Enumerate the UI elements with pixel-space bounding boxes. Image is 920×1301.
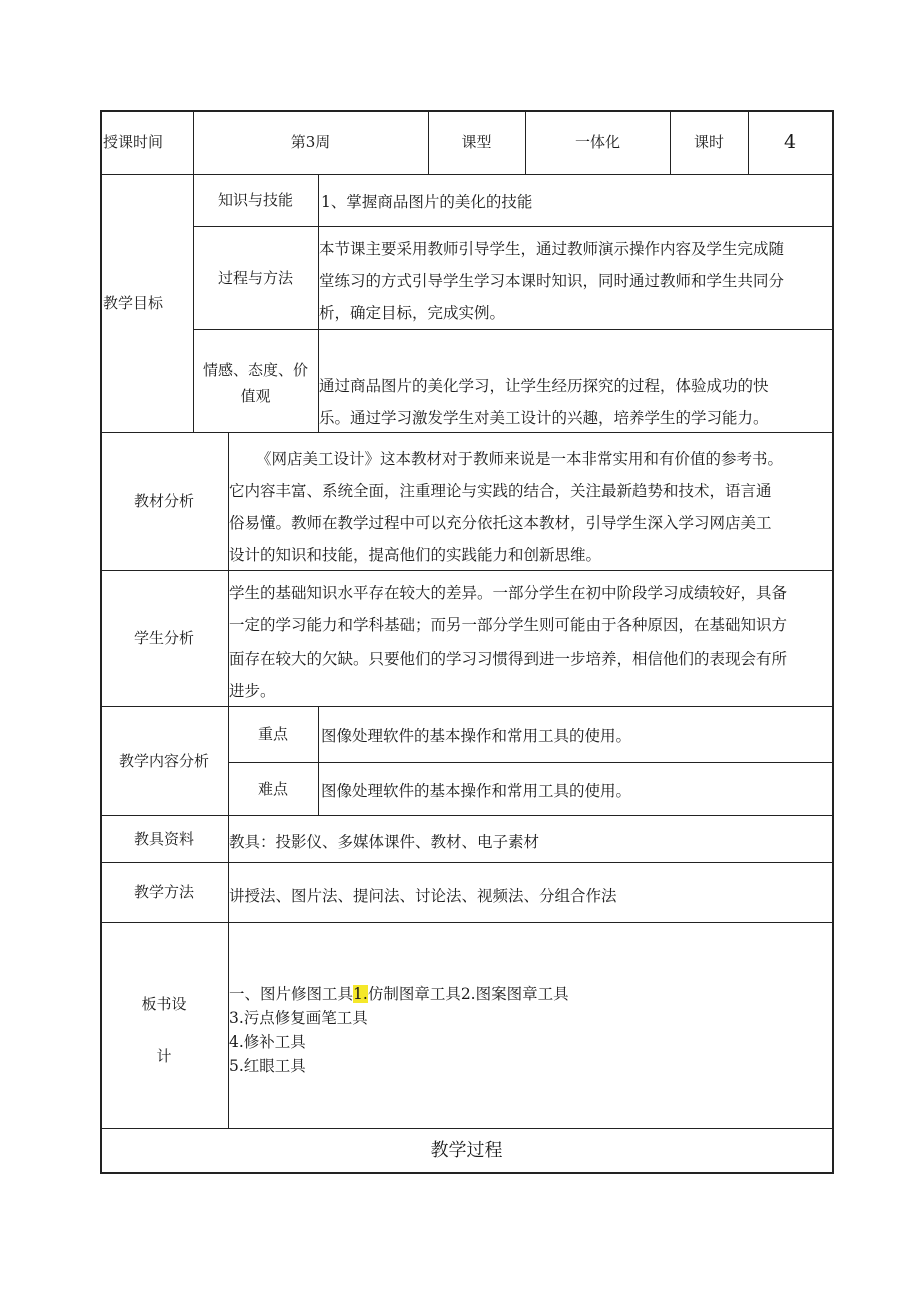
process-methods-line: 堂练习的方式引导学生学习本课时知识，同时通过教师和学生共同分 — [319, 272, 785, 290]
board-line-1 — [229, 982, 569, 1004]
label-class-type: 课型 — [461, 133, 492, 151]
methods-label: 教学方法 — [133, 883, 194, 901]
attitude-values-label — [193, 329, 318, 432]
board-design-label-line2: 计 — [156, 1047, 172, 1065]
materials-value: 教具：投影仪、多媒体课件、教材、电子素材 — [229, 833, 540, 851]
difficult-points-value: 图像处理软件的基本操作和常用工具的使用。 — [321, 782, 632, 800]
textbook-analysis-line: 它内容丰富、系统全面，注重理论与实践的结合，关注最新趋势和技术，语言通 — [229, 482, 772, 500]
textbook-analysis-line: 设计的知识和技能，提高他们的实践能力和创新思维。 — [229, 546, 602, 564]
board-line-4: 5.红眼工具 — [229, 1057, 306, 1075]
highlighted-number: 1. — [353, 985, 368, 1003]
board-line-2: 3.污点修复画笔工具 — [229, 1009, 368, 1027]
knowledge-skills-label: 知识与技能 — [217, 191, 293, 209]
knowledge-skills-content: 1、掌握商品图片的美化的技能 — [321, 193, 533, 211]
textbook-analysis-line: 《网店美工设计》这本教材对于教师来说是一本非常实用和有价值的参考书。 — [256, 450, 784, 468]
board-design-label-line1: 板书设 — [141, 995, 187, 1013]
key-points-value: 图像处理软件的基本操作和常用工具的使用。 — [321, 727, 632, 745]
objectives-label: 教学目标 — [103, 294, 164, 312]
week-value: 第3周 — [290, 133, 331, 151]
label-class-time: 授课时间 — [103, 133, 164, 151]
class-hours-value: 4 — [783, 130, 797, 153]
col-divider — [318, 706, 319, 815]
textbook-analysis-label: 教材分析 — [133, 492, 194, 510]
student-analysis-line: 进步。 — [229, 682, 276, 700]
key-points-label: 重点 — [257, 725, 288, 743]
process-methods-label: 过程与方法 — [217, 268, 293, 287]
student-analysis-label: 学生分析 — [133, 629, 194, 647]
process-methods-line: 析，确定目标，完成实例。 — [319, 304, 506, 322]
methods-value: 讲授法、图片法、提问法、讨论法、视频法、分组合作法 — [229, 887, 617, 905]
student-analysis-line: 面存在较大的欠缺。只要他们的学习习惯得到进一步培养，相信他们的表现会有所 — [229, 650, 788, 668]
class-type-value: 一体化 — [574, 133, 620, 151]
difficult-points-label: 难点 — [257, 779, 288, 798]
student-analysis-line: 一定的学习能力和学科基础；而另一部分学生则可能由于各种原因，在基础知识方 — [229, 616, 788, 634]
board-line-1-prefix: 一、图片修图工具 — [229, 985, 354, 1003]
label-class-hours: 课时 — [693, 133, 724, 151]
attitude-values-line: 通过商品图片的美化学习，让学生经历探究的过程，体验成功的快 — [319, 377, 769, 395]
attitude-values-line: 乐。通过学习激发学生对美工设计的兴趣，培养学生的学习能力。 — [319, 409, 769, 427]
table-border-right — [832, 110, 834, 1173]
materials-label: 教具资料 — [133, 829, 194, 848]
attitude-values-label-line: 情感、态度、价 — [202, 361, 308, 379]
board-line-3: 4.修补工具 — [229, 1033, 306, 1051]
row-divider — [100, 922, 834, 923]
table-border-bottom — [100, 1172, 834, 1174]
board-line-1-suffix: 仿制图章工具2.图案图章工具 — [367, 985, 569, 1003]
student-analysis-line: 学生的基础知识水平存在较大的差异。一部分学生在初中阶段学习成绩较好，具备 — [229, 584, 788, 602]
attitude-values-label-line: 值观 — [240, 387, 271, 405]
content-analysis-label: 教学内容分析 — [118, 751, 209, 770]
teaching-process-title: 教学过程 — [430, 1139, 503, 1161]
process-methods-line: 本节课主要采用教师引导学生，通过教师演示操作内容及学生完成随 — [319, 240, 785, 258]
textbook-analysis-line: 俗易懂。教师在教学过程中可以充分依托这本教材，引导学生深入学习网店美工 — [229, 514, 772, 532]
